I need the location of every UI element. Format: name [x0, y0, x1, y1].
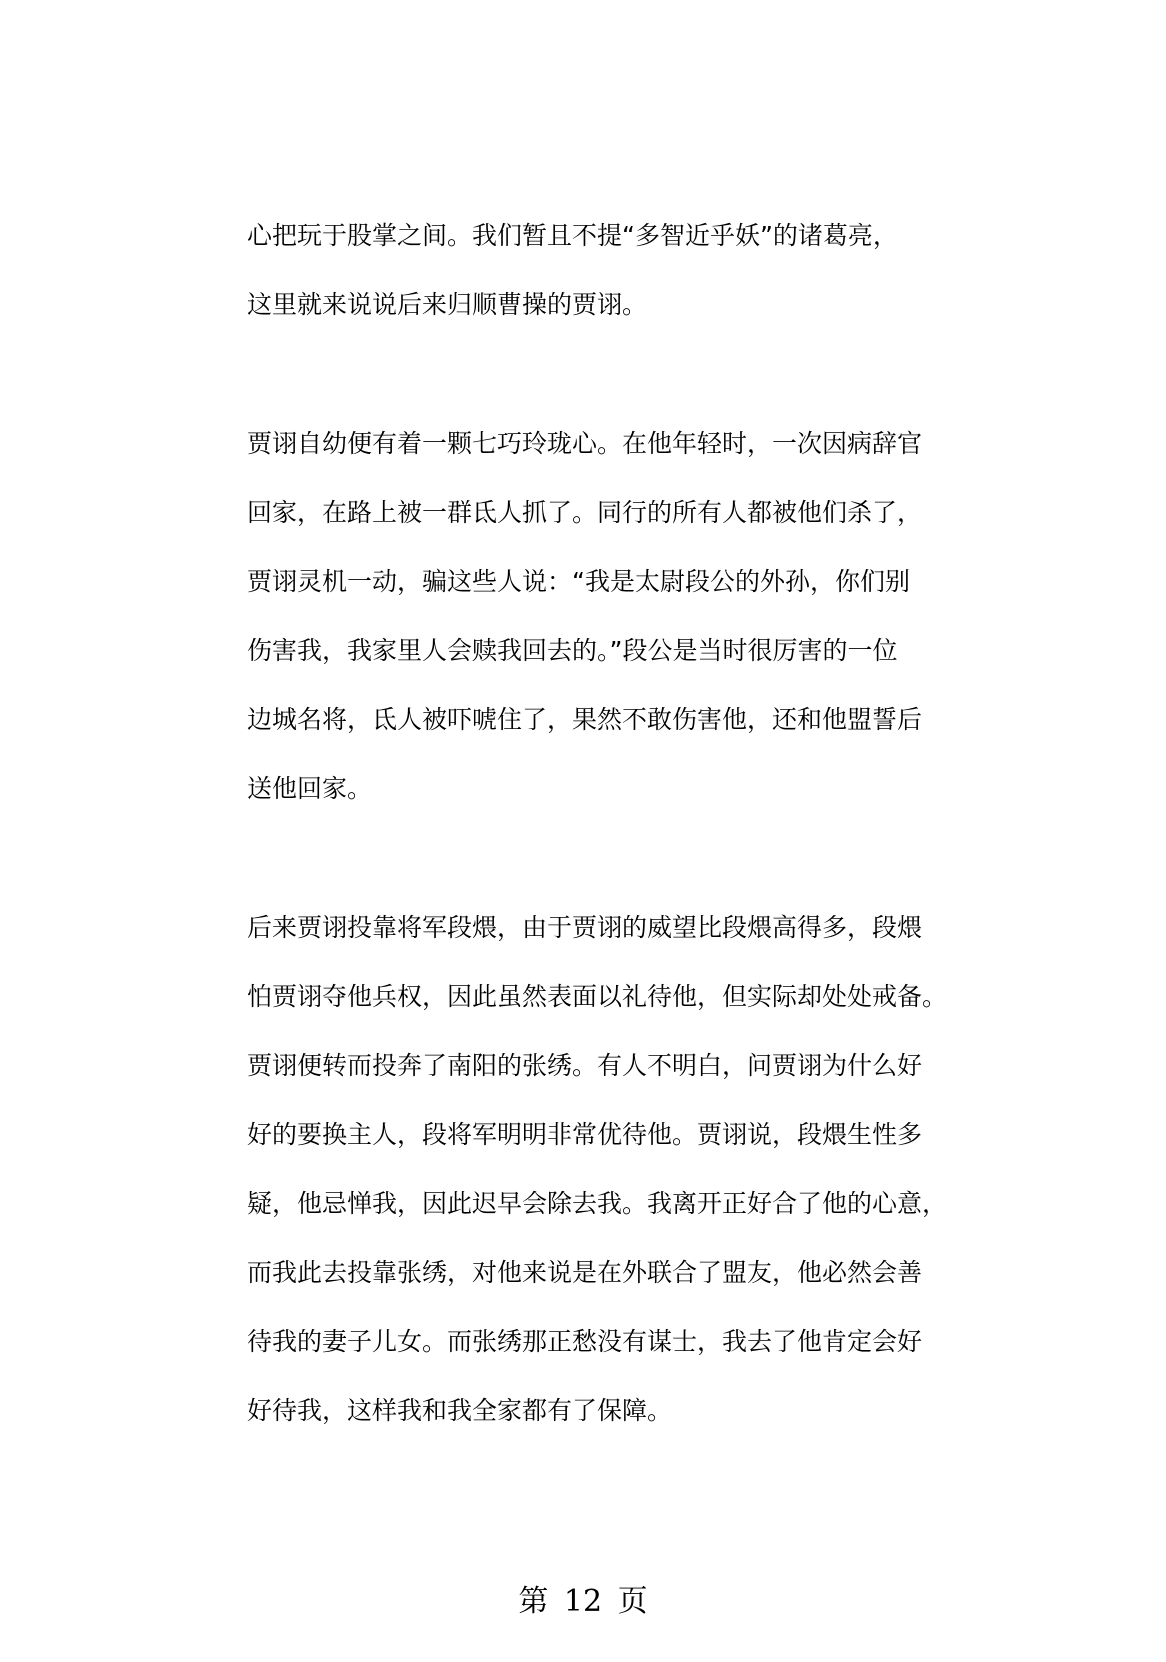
text-line: 心把玩于股掌之间。我们暂且不提“多智近乎妖”的诸葛亮， — [247, 221, 898, 250]
text-line: 待我的妻子儿女。而张绣那正愁没有谋士，我去了他肯定会好 — [247, 1327, 923, 1356]
page-number: 第 12 页 — [518, 1584, 648, 1619]
paragraph-3 — [247, 904, 948, 1456]
text-line: 贾诩便转而投奔了南阳的张绣。有人不明白，问贾诩为什么好 — [247, 1051, 923, 1080]
text-line: 伤害我，我家里人会赎我回去的。”段公是当时很厉害的一位 — [247, 636, 898, 665]
text-line: 怕贾诩夺他兵权，因此虽然表面以礼待他，但实际却处处戒备。 — [247, 982, 948, 1011]
text-line: 边城名将，氐人被吓唬住了，果然不敢伤害他，还和他盟誓后 — [247, 705, 923, 734]
text-line: 贾诩灵机一动，骗这些人说：“我是太尉段公的外孙，你们别 — [247, 567, 910, 596]
text-line: 疑，他忌惮我，因此迟早会除去我。我离开正好合了他的心意， — [247, 1189, 948, 1218]
text-line: 回家，在路上被一群氐人抓了。同行的所有人都被他们杀了， — [247, 498, 923, 527]
text-line: 好的要换主人，段将军明明非常优待他。贾诩说，段煨生性多 — [247, 1120, 923, 1149]
paragraph-1 — [247, 212, 919, 350]
text-line: 后来贾诩投靠将军段煨，由于贾诩的威望比段煨高得多，段煨 — [247, 913, 923, 942]
paragraph-2 — [247, 420, 923, 834]
text-line: 贾诩自幼便有着一颗七巧玲珑心。在他年轻时，一次因病辞官 — [247, 429, 923, 458]
text-line: 送他回家。 — [247, 774, 373, 803]
paragraph-gap — [247, 350, 919, 420]
text-line: 好待我，这样我和我全家都有了保障。 — [247, 1396, 673, 1425]
text-line: 这里就来说说后来归顺曹操的贾诩。 — [247, 290, 648, 319]
text-line: 而我此去投靠张绣，对他来说是在外联合了盟友，他必然会善 — [247, 1258, 923, 1287]
body-text — [247, 212, 948, 1456]
paragraph-gap — [247, 834, 919, 904]
